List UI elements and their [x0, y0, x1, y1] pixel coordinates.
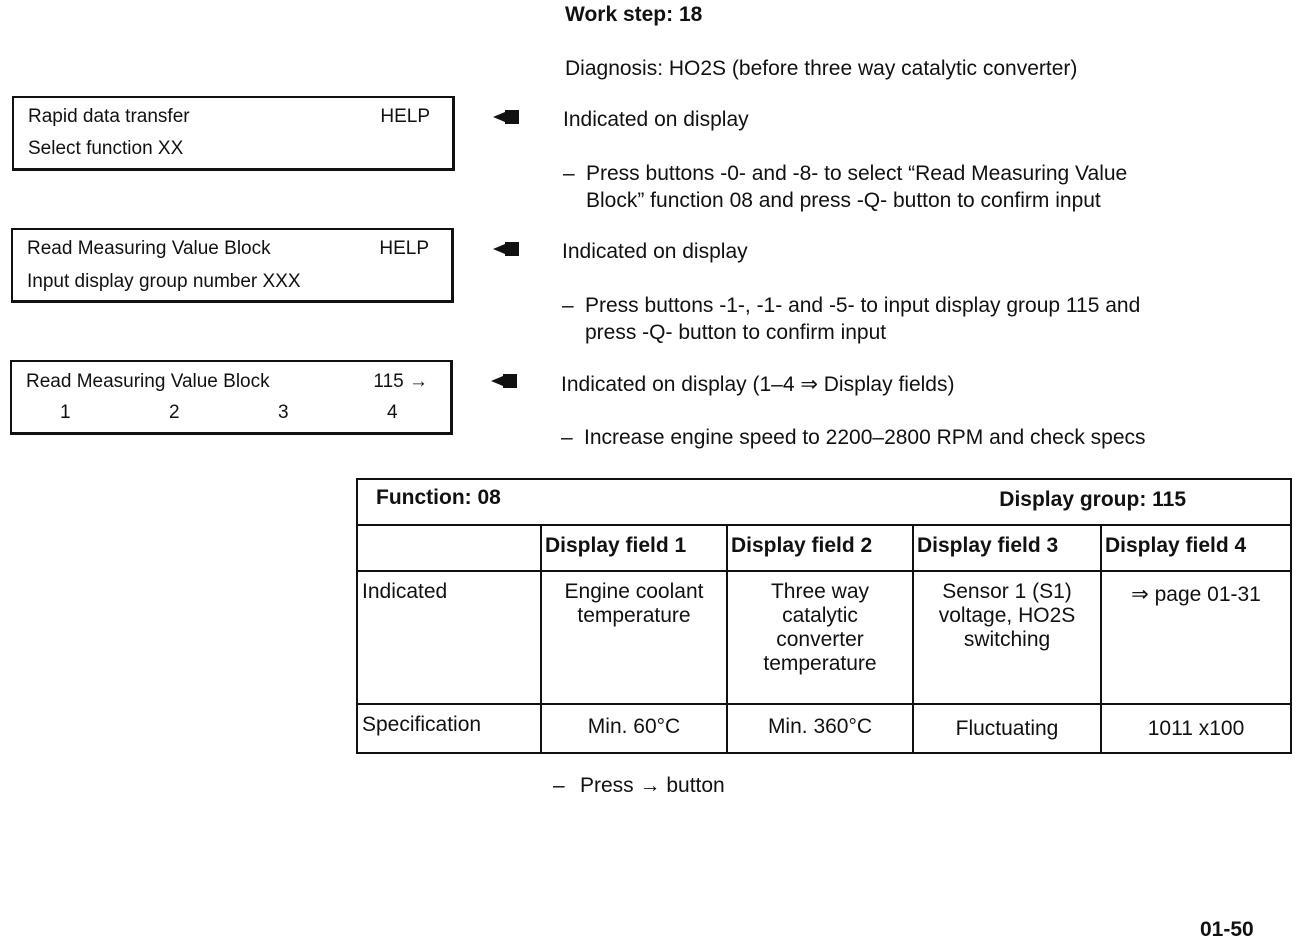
display-line1: Read Measuring Value Block	[26, 371, 270, 392]
indicated-on-display-2: Indicated on display	[562, 240, 748, 263]
display-field-label-1: 1	[60, 402, 71, 423]
display-line2: Input display group number XXX	[27, 271, 301, 292]
table-cell: 1011 x100	[1101, 704, 1291, 753]
instruction-line: press -Q- button to confirm input	[585, 321, 887, 344]
work-step-title: Work step: 18	[565, 3, 703, 26]
pointer-arrow-icon	[493, 242, 519, 256]
instruction-line: Press → button	[580, 774, 725, 797]
function-label: Function: 08	[376, 486, 501, 509]
dash-bullet: –	[562, 294, 574, 317]
table-header-cell: Display field 1	[541, 525, 727, 571]
display-field-label-4: 4	[387, 402, 398, 423]
pointer-arrow-icon	[491, 374, 517, 388]
instruction-line: Increase engine speed to 2200–2800 RPM and check specs	[584, 426, 1146, 449]
instruction-step-4	[553, 772, 953, 800]
table-cell: Fluctuating	[913, 704, 1101, 753]
instruction-line: Press buttons -0- and -8- to select “Read Measuring Value	[586, 162, 1128, 185]
display-line1: Rapid data transfer	[28, 106, 190, 127]
instruction-line: Block” function 08 and press -Q- button to confirm input	[586, 189, 1101, 212]
display-help: HELP	[380, 106, 430, 127]
table-header-cell	[357, 525, 541, 571]
table-header-cell: Display field 4	[1101, 525, 1291, 571]
display-field-label-2: 2	[169, 402, 180, 423]
dash-bullet: –	[563, 162, 575, 185]
display-line2: Select function XX	[28, 138, 184, 159]
table-cell: Sensor 1 (S1) voltage, HO2S switching	[913, 571, 1101, 704]
instruction-line: Press buttons -1-, -1- and -5- to input display group 115 and	[585, 294, 1141, 317]
display-box-read-measuring	[11, 228, 454, 303]
table-cell: Min. 360°C	[727, 704, 913, 753]
table-header-row	[357, 525, 1291, 571]
indicated-on-display-3: Indicated on display (1–4 ⇒ Display fields)	[561, 373, 955, 396]
instruction-step-3	[561, 424, 1281, 452]
indicated-on-display-1: Indicated on display	[563, 108, 749, 131]
display-box-rapid-data	[12, 96, 455, 171]
table-header-cell: Display field 2	[727, 525, 913, 571]
instruction-step-1	[563, 160, 1263, 216]
display-line1: Read Measuring Value Block	[27, 238, 271, 259]
page-number: 01-50	[1200, 918, 1254, 941]
dash-bullet: –	[553, 774, 565, 797]
table-cell: Min. 60°C	[541, 704, 727, 753]
display-group-number: 115 →	[373, 371, 428, 392]
display-field-label-3: 3	[278, 402, 289, 423]
display-box-group-115	[10, 360, 453, 435]
table-row-specification	[357, 704, 1291, 753]
dash-bullet: –	[561, 426, 573, 449]
display-group-table	[356, 478, 1292, 754]
table-cell: Engine coolant temperature	[541, 571, 727, 704]
table-row-indicated	[357, 571, 1291, 704]
pointer-arrow-icon	[493, 110, 519, 124]
display-help: HELP	[379, 238, 429, 259]
table-title-row	[357, 479, 1291, 525]
display-group-label: Display group: 115	[999, 488, 1187, 511]
table-header-cell: Display field 3	[913, 525, 1101, 571]
table-row-label: Indicated	[357, 571, 541, 704]
table-cell: ⇒ page 01-31	[1101, 571, 1291, 704]
diagnosis-heading: Diagnosis: HO2S (before three way catalytic converter)	[565, 57, 1078, 80]
table-cell: Three way catalytic converter temperature	[727, 571, 913, 704]
table-row-label: Specification	[357, 704, 541, 753]
instruction-step-2	[562, 292, 1282, 348]
